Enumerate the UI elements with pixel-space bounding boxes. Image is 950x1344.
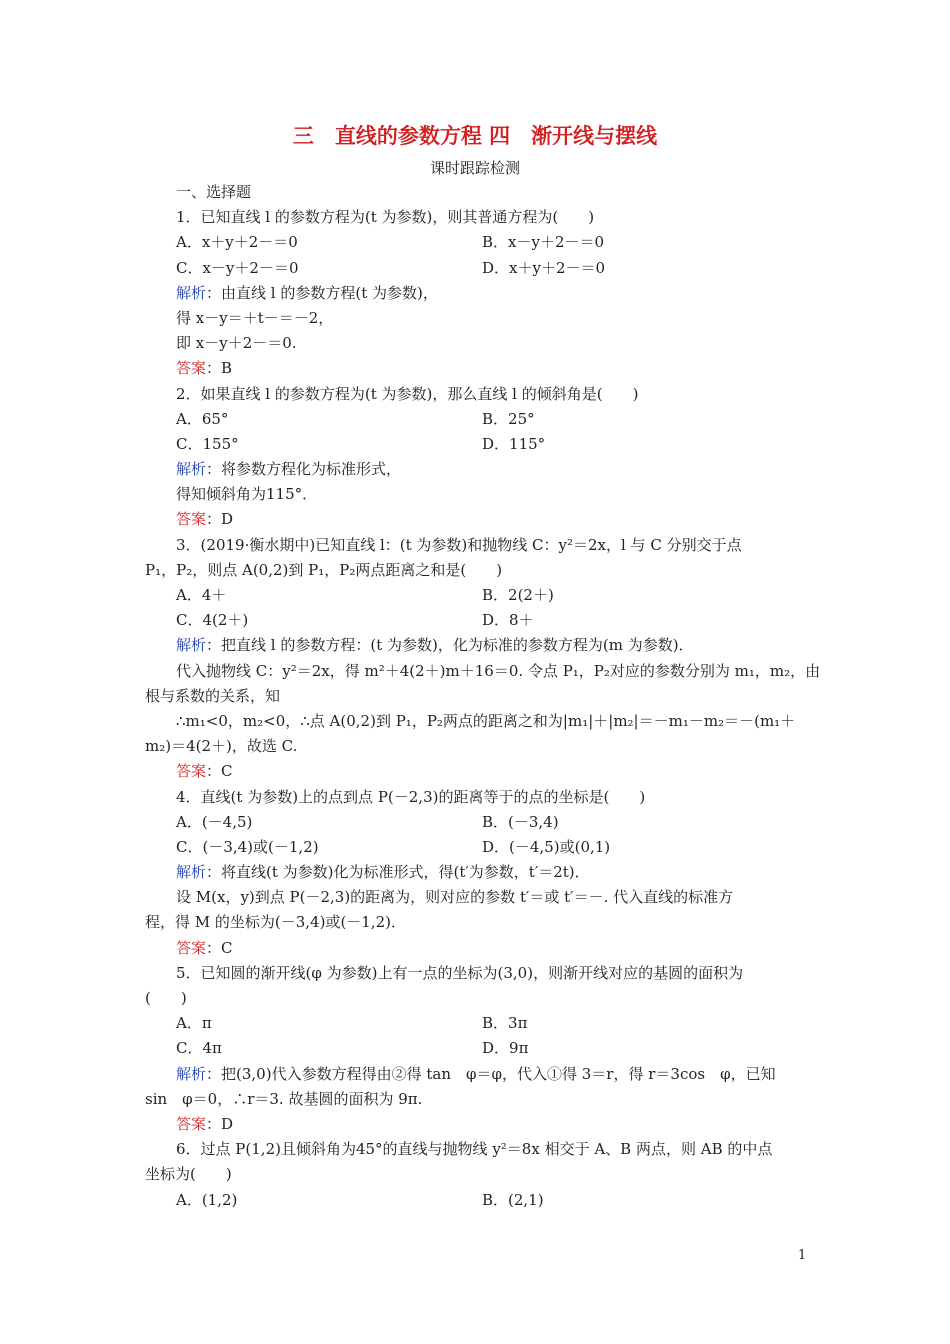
option-right: B．x－y＋2－＝0 xyxy=(482,233,605,252)
solution-line xyxy=(0,860,950,885)
option-right: B．(2,1) xyxy=(482,1190,544,1209)
answer-line xyxy=(0,356,950,381)
option-row xyxy=(0,1011,950,1036)
answer-label: 答案 xyxy=(176,762,207,781)
solution-label: 解析 xyxy=(176,283,207,302)
text-line xyxy=(0,558,950,583)
option-right: B．2(2＋) xyxy=(482,586,554,604)
text-line xyxy=(0,1162,950,1187)
text-line xyxy=(0,205,950,230)
line-text: 设 M(x，y)到点 P(－2,3)的距离为，则对应的参数 t′＝或 t′＝－. 代入直线的标准方 xyxy=(176,888,734,907)
option-row xyxy=(0,432,950,457)
option-left: C．x－y＋2－＝0 xyxy=(176,258,299,277)
document-body xyxy=(0,180,950,1213)
text-line xyxy=(0,382,950,407)
option-row xyxy=(0,810,950,835)
solution-line xyxy=(0,457,950,482)
line-text: sin φ＝0，∴r＝3. 故基圆的面积为 9π. xyxy=(145,1089,423,1108)
line-text: ：将参数方程化为标准形式， xyxy=(206,460,402,479)
option-left: C．4(2＋) xyxy=(176,611,249,630)
option-left: A．x＋y＋2－＝0 xyxy=(176,233,298,252)
text-line xyxy=(0,180,950,205)
line-text: P₁，P₂，则点 A(0,2)到 P₁，P₂两点距离之和是( ) xyxy=(145,560,503,579)
answer-label: 答案 xyxy=(176,510,207,529)
option-left: A．(－4,5) xyxy=(176,812,253,831)
option-right: D．x＋y＋2－＝0 xyxy=(482,258,606,277)
text-line xyxy=(0,684,950,709)
option-row xyxy=(0,835,950,860)
option-row xyxy=(0,407,950,432)
answer-label: 答案 xyxy=(176,1114,207,1133)
option-left: C．4π xyxy=(176,1039,222,1058)
page-title: 三 直线的参数方程 四 渐开线与摆线 xyxy=(292,123,658,148)
line-text: 3．(2019·衡水期中)已知直线 l：(t 为参数)和抛物线 C：y²＝2x，l 与 C 分别交于点 xyxy=(176,535,742,554)
option-right: D．115° xyxy=(482,434,546,453)
solution-line xyxy=(0,1062,950,1087)
text-line xyxy=(0,986,950,1011)
option-right: B．(－3,4) xyxy=(482,812,559,831)
text-line xyxy=(0,961,950,986)
line-text: ：由直线 l 的参数方程(t 为参数)， xyxy=(206,283,438,302)
line-text: 1．已知直线 l 的参数方程为(t 为参数)，则其普通方程为( ) xyxy=(176,208,595,227)
option-right: D．8＋ xyxy=(482,611,534,630)
option-row xyxy=(0,256,950,281)
option-left: C．155° xyxy=(176,434,239,453)
line-text: ：D xyxy=(206,510,234,529)
option-right: D．(－4,5)或(0,1) xyxy=(482,837,611,856)
line-text: ：将直线(t 为参数)化为标准形式，得(t′为参数，t′＝2t)． xyxy=(206,863,590,882)
answer-label: 答案 xyxy=(176,938,207,957)
line-text: 代入抛物线 C：y²＝2x，得 m²＋4(2＋)m＋16＝0. 令点 P₁，P₂对应的参数分别为 m₁，m₂，由 xyxy=(176,661,821,680)
line-text: ：B xyxy=(206,359,233,378)
line-text: 即 x－y＋2－＝0. xyxy=(176,334,297,353)
solution-label: 解析 xyxy=(176,460,207,479)
text-line xyxy=(0,709,950,734)
text-line xyxy=(0,306,950,331)
option-right: B．25° xyxy=(482,409,535,428)
text-line xyxy=(0,785,950,810)
text-line xyxy=(0,910,950,935)
line-text: 程，得 M 的坐标为(－3,4)或(－1,2)． xyxy=(145,913,407,932)
solution-label: 解析 xyxy=(176,863,207,882)
page-number: 1 xyxy=(798,1248,807,1263)
line-text: 4．直线(t 为参数)上的点到点 P(－2,3)的距离等于的点的坐标是( ) xyxy=(176,787,646,806)
solution-line xyxy=(0,281,950,306)
text-line xyxy=(0,659,950,684)
line-text: 6．过点 P(1,2)且倾斜角为45°的直线与抛物线 y²＝8x 相交于 A、B 两点，则 AB 的中点 xyxy=(176,1140,773,1159)
text-line xyxy=(0,885,950,910)
answer-line xyxy=(0,936,950,961)
answer-line xyxy=(0,507,950,532)
option-left: A．4＋ xyxy=(176,586,227,604)
option-left: A．(1,2) xyxy=(176,1190,238,1209)
solution-line xyxy=(0,633,950,658)
line-text: 得 x－y＝＋t－＝－2， xyxy=(176,308,334,327)
option-row xyxy=(0,1188,950,1213)
line-text: ：D xyxy=(206,1114,234,1133)
option-row xyxy=(0,1036,950,1061)
answer-label: 答案 xyxy=(176,359,207,378)
line-text: ∴m₁<0，m₂<0，∴点 A(0,2)到 P₁，P₂两点的距离之和为|m₁|＋|m₂|＝－m₁－m₂＝－(m₁＋ xyxy=(176,711,796,730)
option-row xyxy=(0,230,950,255)
option-row xyxy=(0,608,950,633)
option-row xyxy=(0,583,950,608)
option-left: A．65° xyxy=(176,409,229,428)
line-text: ( ) xyxy=(145,989,187,1007)
line-text: ：把直线 l 的参数方程：(t 为参数)，化为标准的参数方程为(m 为参数)． xyxy=(206,636,694,655)
text-line xyxy=(0,1087,950,1112)
text-line xyxy=(0,734,950,759)
text-line xyxy=(0,482,950,507)
line-text: 得知倾斜角为115°． xyxy=(176,485,318,504)
text-line xyxy=(0,1137,950,1162)
line-text: 5．已知圆的渐开线(φ 为参数)上有一点的坐标为(3,0)，则渐开线对应的基圆的面积为 xyxy=(176,963,744,982)
option-right: D．9π xyxy=(482,1039,529,1058)
text-line xyxy=(0,331,950,356)
page-subtitle: 课时跟踪检测 xyxy=(429,159,520,177)
option-right: B．3π xyxy=(482,1014,528,1033)
line-text: m₂)＝4(2＋)，故选 C. xyxy=(145,737,298,756)
answer-line xyxy=(0,1112,950,1137)
option-left: A．π xyxy=(176,1014,212,1033)
text-line xyxy=(0,533,950,558)
line-text: 根与系数的关系，知 xyxy=(145,686,281,705)
line-text: ：C xyxy=(206,762,233,781)
line-text: 2．如果直线 l 的参数方程为(t 为参数)，那么直线 l 的倾斜角是( ) xyxy=(176,384,639,403)
line-text: ：C xyxy=(206,938,233,957)
line-text: 坐标为( ) xyxy=(145,1165,232,1184)
line-text: ：把(3,0)代入参数方程得由②得 tan φ＝φ，代入①得 3＝r，得 r＝3cos φ，已知 xyxy=(206,1064,776,1083)
line-text: 一、选择题 xyxy=(176,183,252,201)
answer-line xyxy=(0,759,950,784)
option-left: C．(－3,4)或(－1,2) xyxy=(176,837,319,856)
solution-label: 解析 xyxy=(176,1064,207,1083)
solution-label: 解析 xyxy=(176,636,207,655)
